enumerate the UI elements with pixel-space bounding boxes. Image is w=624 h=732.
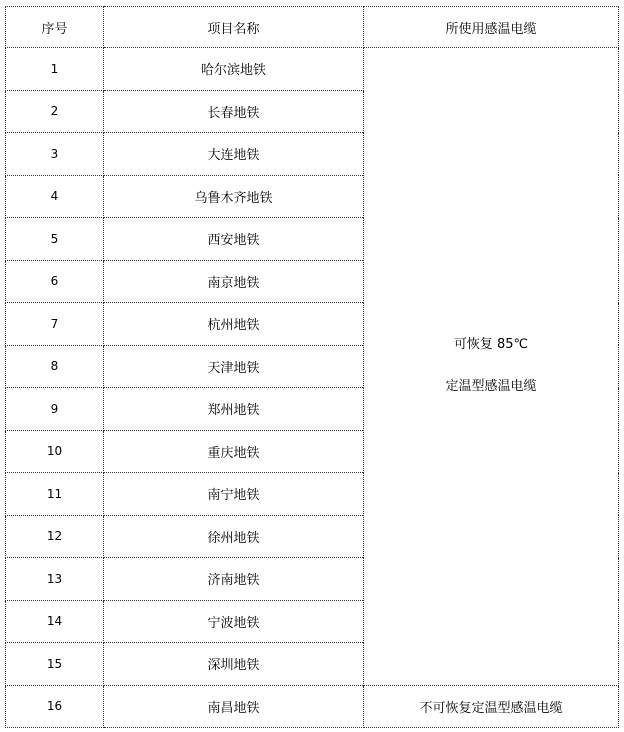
row-index: 3 [6,133,104,176]
header-index: 序号 [6,7,104,48]
cable-type-cell-nonrecoverable: 不可恢复定温型感温电缆 [364,685,619,728]
table-row [6,48,619,91]
header-row [6,7,619,48]
row-project-name: 哈尔滨地铁 [104,48,364,91]
row-project-name: 南宁地铁 [104,473,364,516]
row-project-name: 郑州地铁 [104,388,364,431]
table-row [6,685,619,728]
project-cable-table [5,6,619,728]
row-index: 16 [6,685,104,728]
row-project-name: 济南地铁 [104,558,364,601]
row-index: 9 [6,388,104,431]
row-index: 11 [6,473,104,516]
row-project-name: 宁波地铁 [104,600,364,643]
cable-type-line-2: 定温型感温电缆 [445,379,537,395]
row-project-name: 西安地铁 [104,218,364,261]
row-project-name: 重庆地铁 [104,430,364,473]
row-project-name: 深圳地铁 [104,643,364,686]
row-project-name: 南昌地铁 [104,685,364,728]
row-project-name: 乌鲁木齐地铁 [104,175,364,218]
table-body [6,48,619,728]
table-header [6,7,619,48]
row-project-name: 大连地铁 [104,133,364,176]
row-index: 2 [6,90,104,133]
row-project-name: 南京地铁 [104,260,364,303]
cable-type-line-1: 可恢复 85℃ [453,337,529,353]
row-project-name: 天津地铁 [104,345,364,388]
header-project-name: 项目名称 [104,7,364,48]
row-project-name: 长春地铁 [104,90,364,133]
row-index: 6 [6,260,104,303]
row-project-name: 杭州地铁 [104,303,364,346]
row-index: 7 [6,303,104,346]
row-project-name: 徐州地铁 [104,515,364,558]
row-index: 5 [6,218,104,261]
row-index: 14 [6,600,104,643]
row-index: 1 [6,48,104,91]
row-index: 13 [6,558,104,601]
row-index: 10 [6,430,104,473]
row-index: 4 [6,175,104,218]
row-index: 15 [6,643,104,686]
row-index: 8 [6,345,104,388]
row-index: 12 [6,515,104,558]
cable-type-cell-recoverable [364,48,619,686]
header-cable-type: 所使用感温电缆 [364,7,619,48]
